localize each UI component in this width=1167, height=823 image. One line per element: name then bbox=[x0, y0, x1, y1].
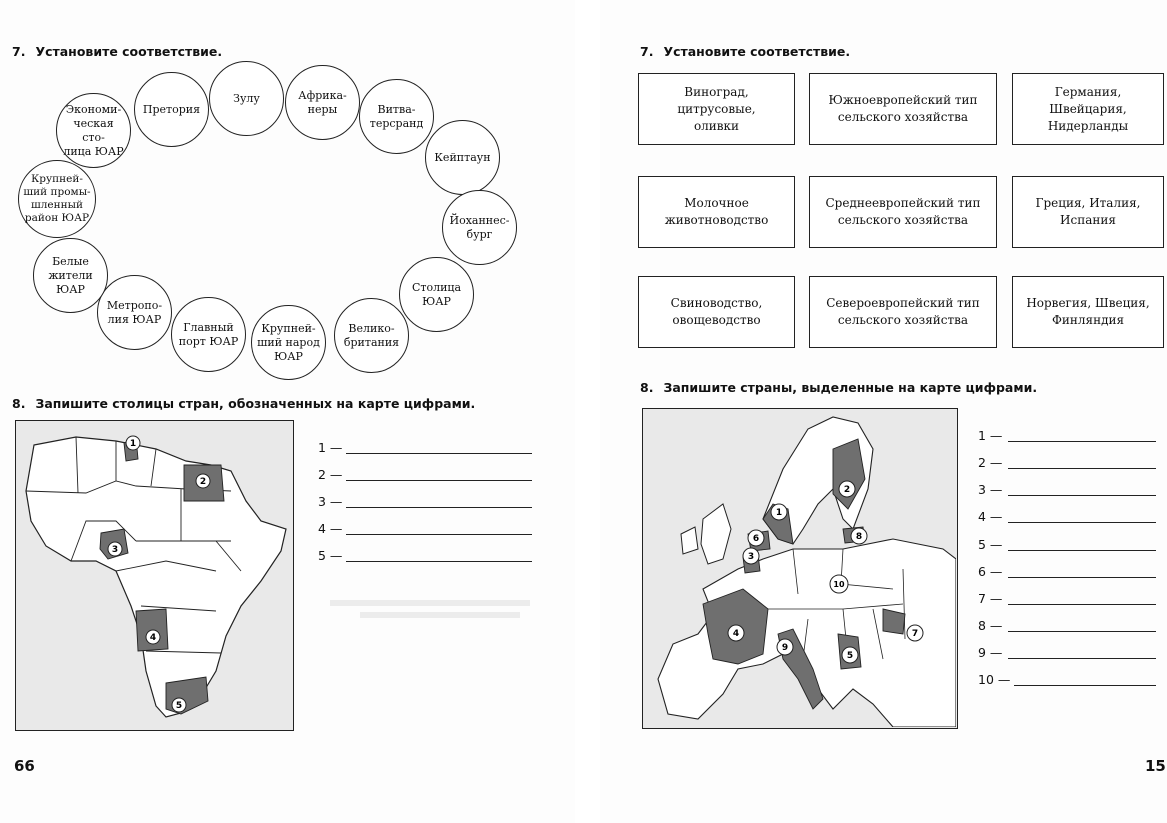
europe-marker-9: 9 bbox=[781, 643, 789, 653]
bubble-largest-people[interactable]: Крупней- ший народ ЮАР bbox=[251, 305, 326, 380]
europe-marker-10: 10 bbox=[833, 580, 845, 589]
box-row2-products[interactable]: Молочное животноводство bbox=[638, 176, 795, 248]
left-answer-line-4[interactable] bbox=[318, 521, 533, 537]
left-answer-line-1[interactable] bbox=[318, 440, 533, 456]
bubble-great-britain[interactable]: Велико- британия bbox=[334, 298, 409, 373]
bubble-witwatersrand[interactable]: Витва- терсранд bbox=[359, 79, 434, 154]
europe-marker-4: 4 bbox=[732, 629, 740, 639]
bubble-pretoria[interactable]: Претория bbox=[134, 72, 209, 147]
africa-marker-1: 1 bbox=[129, 439, 137, 449]
left-answer-label-4: 4 — bbox=[318, 521, 343, 536]
right-task7-number: 7. bbox=[640, 44, 654, 59]
europe-marker-8: 8 bbox=[855, 532, 863, 542]
right-answer-rule-3[interactable] bbox=[1008, 495, 1156, 496]
bubble-capital[interactable]: Столица ЮАР bbox=[399, 257, 474, 332]
left-answer-line-2[interactable] bbox=[318, 467, 533, 483]
left-task7-title bbox=[12, 44, 222, 59]
right-answer-label-1: 1 — bbox=[978, 428, 1003, 443]
left-task7-title-text: Установите соответствие. bbox=[35, 44, 223, 59]
europe-marker-2: 2 bbox=[843, 485, 851, 495]
right-answer-line-1[interactable] bbox=[978, 428, 1158, 444]
right-answer-rule-7[interactable] bbox=[1008, 604, 1156, 605]
right-answer-line-7[interactable] bbox=[978, 591, 1158, 607]
left-answer-line-5[interactable] bbox=[318, 548, 533, 564]
right-task8-number: 8. bbox=[640, 380, 654, 395]
right-answer-label-8: 8 — bbox=[978, 618, 1003, 633]
right-answer-label-5: 5 — bbox=[978, 537, 1003, 552]
box-row2-type[interactable]: Среднеевропейский тип сельского хозяйства bbox=[809, 176, 997, 248]
right-answer-rule-2[interactable] bbox=[1008, 468, 1156, 469]
africa-continent bbox=[26, 437, 286, 717]
right-answer-rule-10[interactable] bbox=[1014, 685, 1156, 686]
left-answer-rule-4[interactable] bbox=[346, 534, 532, 535]
right-answer-line-3[interactable] bbox=[978, 482, 1158, 498]
right-page bbox=[600, 0, 1167, 823]
left-task7-number: 7. bbox=[12, 44, 26, 59]
europe-marker-5: 5 bbox=[846, 651, 854, 661]
left-task8-title bbox=[12, 396, 475, 411]
africa-map bbox=[15, 420, 294, 731]
right-answer-label-4: 4 — bbox=[978, 509, 1003, 524]
right-answer-rule-9[interactable] bbox=[1008, 658, 1156, 659]
right-answer-line-2[interactable] bbox=[978, 455, 1158, 471]
right-task7-title-text: Установите соответствие. bbox=[663, 44, 851, 59]
bubble-cape-town[interactable]: Кейптаун bbox=[425, 120, 500, 195]
right-answer-rule-5[interactable] bbox=[1008, 550, 1156, 551]
right-task8-title bbox=[640, 380, 1037, 395]
bubble-economic-capital[interactable]: Экономи- ческая сто- лица ЮАР bbox=[56, 93, 131, 168]
bubble-white-residents[interactable]: Белые жители ЮАР bbox=[33, 238, 108, 313]
africa-marker-5: 5 bbox=[175, 701, 183, 711]
africa-map-svg bbox=[16, 421, 292, 729]
bubble-main-port[interactable]: Главный порт ЮАР bbox=[171, 297, 246, 372]
left-answer-rule-5[interactable] bbox=[346, 561, 532, 562]
box-row1-type[interactable]: Южноевропейский тип сельского хозяйства bbox=[809, 73, 997, 145]
left-task8-title-text: Запишите столицы стран, обозначенных на карте цифрами. bbox=[35, 396, 476, 411]
right-answer-label-10: 10 — bbox=[978, 672, 1011, 687]
right-answer-line-8[interactable] bbox=[978, 618, 1158, 634]
right-answer-line-9[interactable] bbox=[978, 645, 1158, 661]
europe-map bbox=[642, 408, 958, 729]
europe-map-svg bbox=[643, 409, 956, 727]
faint-bleed-text bbox=[330, 600, 530, 606]
left-answer-rule-2[interactable] bbox=[346, 480, 532, 481]
right-answer-rule-1[interactable] bbox=[1008, 441, 1156, 442]
box-row3-products[interactable]: Свиноводство, овощеводство bbox=[638, 276, 795, 348]
left-answer-rule-1[interactable] bbox=[346, 453, 532, 454]
europe-marker-3: 3 bbox=[747, 552, 755, 562]
left-answer-rule-3[interactable] bbox=[346, 507, 532, 508]
right-answer-label-3: 3 — bbox=[978, 482, 1003, 497]
bubble-zulu[interactable]: Зулу bbox=[209, 61, 284, 136]
left-answer-label-3: 3 — bbox=[318, 494, 343, 509]
right-answer-label-6: 6 — bbox=[978, 564, 1003, 579]
box-row2-countries[interactable]: Греция, Италия, Испания bbox=[1012, 176, 1164, 248]
europe-marker-7: 7 bbox=[911, 629, 919, 639]
great-britain-shape bbox=[701, 504, 731, 564]
bubble-industrial-region[interactable]: Крупней- ший промы- шленный район ЮАР bbox=[18, 160, 96, 238]
box-row3-type[interactable]: Североевропейский тип сельского хозяйства bbox=[809, 276, 997, 348]
right-answer-rule-6[interactable] bbox=[1008, 577, 1156, 578]
europe-marker-6: 6 bbox=[752, 534, 760, 544]
europe-marker-1: 1 bbox=[775, 508, 783, 518]
africa-marker-3: 3 bbox=[111, 545, 119, 555]
right-answer-line-4[interactable] bbox=[978, 509, 1158, 525]
right-answer-line-5[interactable] bbox=[978, 537, 1158, 553]
bubble-metropolis[interactable]: Метропо- лия ЮАР bbox=[97, 275, 172, 350]
box-row1-products[interactable]: Виноград, цитрусовые, оливки bbox=[638, 73, 795, 145]
box-row3-countries[interactable]: Норвегия, Швеция, Финляндия bbox=[1012, 276, 1164, 348]
africa-marker-2: 2 bbox=[199, 477, 207, 487]
left-answer-label-5: 5 — bbox=[318, 548, 343, 563]
right-answer-rule-8[interactable] bbox=[1008, 631, 1156, 632]
left-answer-label-2: 2 — bbox=[318, 467, 343, 482]
africa-country-5-shape bbox=[166, 677, 208, 714]
left-answer-line-3[interactable] bbox=[318, 494, 533, 510]
right-answer-label-2: 2 — bbox=[978, 455, 1003, 470]
bubble-afrikaners[interactable]: Африка- неры bbox=[285, 65, 360, 140]
left-page bbox=[0, 0, 575, 823]
left-answer-label-1: 1 — bbox=[318, 440, 343, 455]
right-page-number: 15 bbox=[1145, 757, 1166, 775]
right-answer-rule-4[interactable] bbox=[1008, 522, 1156, 523]
right-answer-label-7: 7 — bbox=[978, 591, 1003, 606]
left-page-number: 66 bbox=[14, 757, 35, 775]
right-task7-title bbox=[640, 44, 850, 59]
right-task8-title-text: Запишите страны, выделенные на карте цифрами. bbox=[663, 380, 1038, 395]
africa-marker-4: 4 bbox=[149, 633, 157, 643]
right-answer-label-9: 9 — bbox=[978, 645, 1003, 660]
right-answer-line-6[interactable] bbox=[978, 564, 1158, 580]
box-row1-countries[interactable]: Германия, Швейцария, Нидерланды bbox=[1012, 73, 1164, 145]
ireland-shape bbox=[681, 527, 698, 554]
faint-bleed-text bbox=[360, 612, 520, 618]
bubble-johannesburg[interactable]: Йоханнес- бург bbox=[442, 190, 517, 265]
left-task8-number: 8. bbox=[12, 396, 26, 411]
right-answer-line-10[interactable] bbox=[978, 672, 1158, 688]
